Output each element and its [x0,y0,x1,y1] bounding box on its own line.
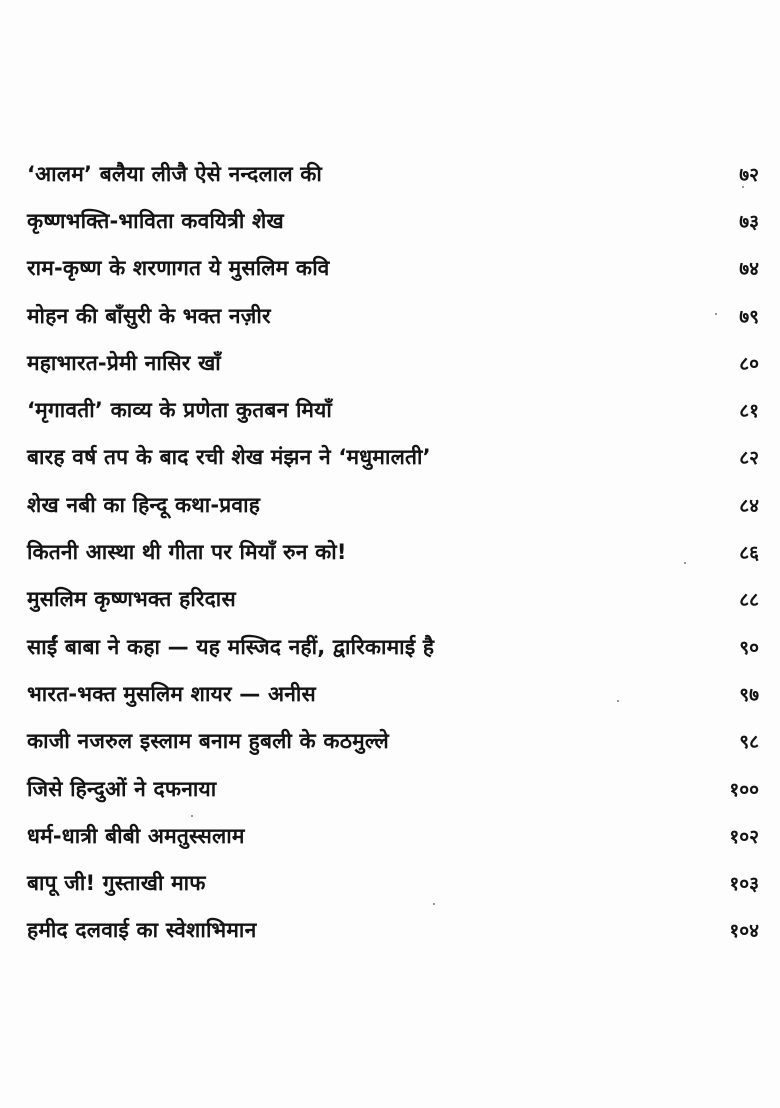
toc-entry-page-number: ९८ [739,731,759,754]
toc-entry-title: काजी नजरुल इस्लाम बनाम हुबली के कठमुल्ले [27,729,389,754]
toc-entry[interactable] [27,245,759,292]
toc-entry-title: ‘आलम’ बलैया लीजै ऐसे नन्दलाल की [27,161,323,186]
toc-entry-title: शेख नबी का हिन्दू कथा-प्रवाह [27,492,261,517]
toc-entry[interactable] [27,386,759,433]
toc-entry[interactable] [27,576,759,623]
toc-entry-page-number: ७२ [739,163,759,186]
toc-entry-title: भारत-भक्त मुसलिम शायर — अनीस [27,681,316,706]
toc-entry-title: कितनी आस्था थी गीता पर मियाँ रुन को! [27,540,347,565]
toc-entry-page-number: १०० [729,778,759,801]
scan-speck [742,186,744,188]
toc-entry[interactable] [27,859,759,906]
toc-entry-page-number: ७४ [739,258,759,281]
toc-entry[interactable] [27,339,759,386]
toc-entry[interactable] [27,765,759,812]
toc-entry-page-number: ८८ [739,589,759,612]
toc-entry[interactable] [27,434,759,481]
toc-entry[interactable] [27,670,759,717]
scan-speck [617,700,619,702]
toc-entry-page-number: ९७ [739,683,759,706]
toc-entry[interactable] [27,623,759,670]
toc-entry-title: साईं बाबा ने कहा — यह मस्जिद नहीं, द्वारिकामाई है [27,634,435,659]
toc-entry-page-number: ८२ [739,447,759,470]
toc-entry-title: जिसे हिन्दुओं ने दफनाया [27,776,217,801]
scan-speck [684,562,686,564]
toc-entry[interactable] [27,907,759,954]
toc-entry-page-number: ८१ [739,400,759,423]
toc-entry[interactable] [27,292,759,339]
toc-entry-title: मोहन की बाँसुरी के भक्त नज़ीर [27,303,271,328]
toc-entry-page-number: ८४ [739,494,759,517]
toc-entry-page-number: ८६ [739,542,759,565]
toc-entry-page-number: ७९ [739,305,759,328]
toc-entry[interactable] [27,812,759,859]
toc-entry[interactable] [27,481,759,528]
scan-speck [715,313,717,315]
toc-entry[interactable] [27,150,759,197]
toc-entry-title: धर्म-धात्री बीबी अमतुस्सलाम [27,823,245,848]
toc-entry-title: हमीद दलवाई का स्वेशाभिमान [27,918,257,943]
toc-entry-title: राम-कृष्ण के शरणागत ये मुसलिम कवि [27,256,330,281]
scan-speck [191,815,193,817]
toc-entry-title: कृष्णभक्ति-भाविता कवयित्री शेख [27,208,284,233]
toc-entry-page-number: १०४ [729,920,759,943]
toc-entry-page-number: १०३ [729,873,759,896]
toc-entry-title: मुसलिम कृष्णभक्त हरिदास [27,587,236,612]
toc-entry-title: बारह वर्ष तप के बाद रची शेख मंझन ने ‘मधुमालती’ [27,445,431,470]
table-of-contents [27,150,759,954]
toc-entry[interactable] [27,197,759,244]
toc-entry-page-number: ७३ [739,210,759,233]
toc-entry-page-number: ९० [739,636,759,659]
toc-entry-page-number: ८० [739,352,759,375]
toc-entry[interactable] [27,528,759,575]
toc-entry-title: बापू जी! गुस्ताखी माफ [27,871,206,896]
toc-entry-page-number: १०२ [729,825,759,848]
toc-entry-title: ‘मृगावती’ काव्य के प्रणेता कुतबन मियाँ [27,398,332,423]
toc-entry[interactable] [27,718,759,765]
scan-speck [433,903,435,905]
toc-entry-title: महाभारत-प्रेमी नासिर खाँ [27,350,221,375]
